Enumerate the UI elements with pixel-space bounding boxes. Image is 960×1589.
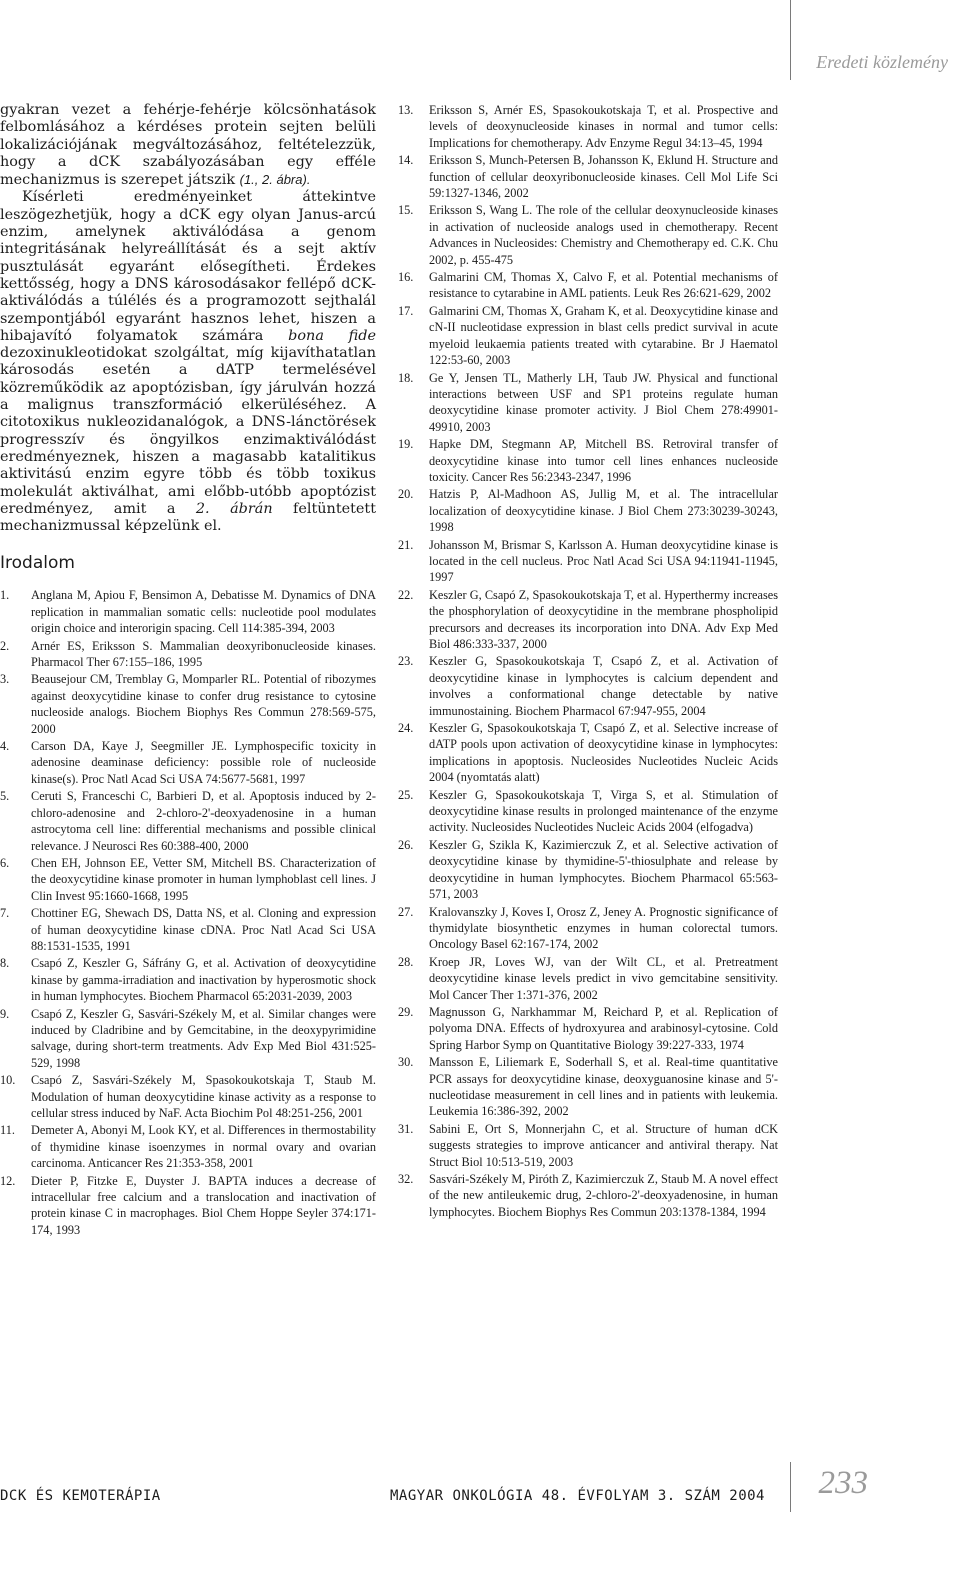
reference-number: 13. xyxy=(398,103,414,117)
reference-text: Galmarini CM, Thomas X, Calvo F, et al. Potential mechanisms of resistance to cytarabine in AML patients. Leuk Res 26:621-629, 2002 xyxy=(429,270,778,301)
bottom-divider-line xyxy=(790,1462,791,1512)
reference-number: 16. xyxy=(398,270,414,285)
reference-item xyxy=(0,671,376,737)
reference-text: Eriksson S, Wang L. The role of the cellular deoxynucleoside kinases in activation of nucleoside analogs used in chemotherapy. Recent Advances in Nucleosides: Chemistry and Chemotherapy ed. C.K. Chu 2002, p. 455-475 xyxy=(429,203,778,267)
reference-item xyxy=(398,954,778,1003)
reference-item xyxy=(398,370,778,436)
reference-item xyxy=(398,102,778,151)
reference-number: 2. xyxy=(0,638,10,653)
left-column xyxy=(0,102,376,1239)
footer-running-title: DCK ÉS KEMOTERÁPIA xyxy=(0,1488,161,1504)
reference-text: Keszler G, Spasokoukotskaja T, Virga S, et al. Stimulation of deoxycytidine kinase results in prolonged maintenance of the enzyme activity. Nucleosides Nucleotides Nucleic Acids 2004 (elfogadva) xyxy=(429,787,778,835)
reference-number: 14. xyxy=(398,153,414,168)
reference-number: 24. xyxy=(398,721,414,736)
reference-text: Keszler G, Spasokoukotskaja T, Csapó Z, et al. Selective increase of dATP pools upon activation of deoxycytidine kinase in lymphocytes: implications in apoptosis. Nucleosides Nucleotides Nucleic Acids 2004 (nyomtatás alatt) xyxy=(429,721,778,785)
reference-number: 27. xyxy=(398,904,414,919)
reference-text: Hapke DM, Stegmann AP, Mitchell BS. Retroviral transfer of deoxycytidine kinase into tumor cell lines enhances nucleoside toxicity. Cancer Res 56:2343-2347, 1996 xyxy=(429,437,778,484)
reference-item xyxy=(0,955,376,1004)
reference-item xyxy=(398,537,778,586)
reference-text: Anglana M, Apiou F, Bensimon A, Debatisse M. Dynamics of DNA replication in mammalian somatic cells: nucleotide pool modulates origin choice and interorigin spacing. Cell 114:385-394, 2003 xyxy=(31,588,376,636)
reference-item xyxy=(398,486,778,535)
reference-text: Sabini E, Ort S, Monnerjahn C, et al. Structure of human dCK suggests strategies to improve anticancer and antiviral therapy. Nat Struct Biol 10:513-519, 2003 xyxy=(429,1121,778,1169)
reference-number: 7. xyxy=(0,906,10,921)
page-number: 233 xyxy=(818,1465,868,1501)
reference-text: Carson DA, Kaye J, Seegmiller JE. Lymphospecific toxicity in adenosine deaminase deficiency: possible role of nucleoside kinase(s). Proc Natl Acad Sci USA 74:5677-5681, 1997 xyxy=(31,739,376,786)
reference-list-right xyxy=(398,102,778,1220)
reference-text: Csapó Z, Keszler G, Sasvári-Székely M, et al. Similar changes were induced by Cladribine and by Gemcitabine, in the deoxypyrimidine salvage, during short-term treatments. Adv Exp Med Biol 431:525-529, 1998 xyxy=(31,1006,376,1070)
reference-number: 6. xyxy=(0,855,10,870)
reference-text: Keszler G, Szikla K, Kazimierczuk Z, et al. Selective activation of deoxycytidine kinase by thymidine-5'-thiosulphate and release by deoxycytidine in human lymphocytes. Biochem Pharmacol 65:563-571, 2003 xyxy=(429,837,778,902)
reference-item xyxy=(398,1121,778,1170)
reference-text: Mansson E, Liliemark E, Soderhall S, et al. Real-time quantitative PCR assays for deoxycytidine kinase, deoxyguanosine kinase and 5'-nucleotidase measurement in cell lines and in patients with leukemia. Leukemia 16:386-392, 2002 xyxy=(429,1055,778,1119)
reference-item xyxy=(0,1072,376,1121)
reference-text: Kroep JR, Loves WJ, van der Wilt CL, et al. Pretreatment deoxycytidine kinase levels predict in vivo gemcitabine sensitivity. Mol Cancer Ther 1:371-376, 2002 xyxy=(429,954,778,1002)
reference-text: Johansson M, Brismar S, Karlsson A. Human deoxycytidine kinase is located in the cell nucleus. Proc Natl Acad Sci USA 94:11941-11945, 1997 xyxy=(429,537,778,585)
reference-list-left xyxy=(0,587,376,1238)
reference-item xyxy=(0,905,376,954)
reference-item xyxy=(398,787,778,836)
reference-number: 12. xyxy=(0,1173,16,1188)
reference-number: 28. xyxy=(398,954,414,969)
reference-text: Ge Y, Jensen TL, Matherly LH, Taub JW. Physical and functional interactions between USF and SP1 proteins regulate human deoxycytidine kinase promoter activity. J Biol Chem 278:49901-49910, 2003 xyxy=(429,370,778,434)
reference-item xyxy=(0,638,376,671)
reference-item xyxy=(0,1122,376,1171)
reference-item xyxy=(398,1004,778,1053)
reference-text: Galmarini CM, Thomas X, Graham K, et al. Deoxycytidine kinase and cN-II nucleotidase expression in blast cells predict survival in acute myeloid leukaemia patients treated with cytarabine. Br J Haematol 122:53-60, 2003 xyxy=(429,303,778,368)
reference-item xyxy=(398,653,778,719)
section-label: Eredeti közlemény xyxy=(816,52,948,72)
reference-number: 1. xyxy=(0,588,10,603)
reference-text: Keszler G, Csapó Z, Spasokoukotskaja T, et al. Hyperthermy increases the phosphorylation of deoxycytidine in the membrane phospholipid precursors and decreases its incorporation into DNA. Adv Exp Med Biol 486:333-337, 2000 xyxy=(429,587,778,651)
body-paragraph-2: Kísérleti eredményeinket áttekintve leszögezhetjük, hogy a dCK egy olyan Janus-arcú enzim, amelynek aktiválódása a genom integritásának helyreállítását és a sejt aktív pusztulását egyaránt elősegítheti. Érdekes kettősség, hogy a DNS károsodásakor fellépő dCK-aktiválódás a túlélés és a programozott sejthalál szempontjából egyaránt hasznos lehet, hiszen a hibajavító folyamatok számára bona fide dezoxinukleotidokat szolgáltat, míg kijavíthatatlan károsodás esetén a dATP termelésével közreműködik az apoptózisban, így járulván hozzá a malignus transzformáció elkerüléséhez. A citotoxikus nukleozidanalógok, a DNS-lánctörések progresszív és öngyilkos enzimaktiválódást eredményeznek, hiszen a magasabb katalitikus aktivitású enzim egyre több és több toxikus molekulát aktiválhat, ami előbb-utóbb apoptózist eredményez, amit a 2. ábrán feltüntetett mechanizmussal képzelünk el. xyxy=(0,189,377,535)
reference-text: Keszler G, Spasokoukotskaja T, Csapó Z, et al. Activation of deoxycytidine kinase in lymphocytes is calcium dependent and involves a conformational change detectable by native immunostaining. Biochem Pharmacol 67:947-955, 2004 xyxy=(429,654,778,718)
reference-text: Ceruti S, Franceschi C, Barbieri D, et al. Apoptosis induced by 2-chloro-adenosine and 2-chloro-2'-deoxyadenosine in a human astrocytoma cell line: differential mechanisms and possible clinical relevance. J Neurosci Res 60:388-400, 2000 xyxy=(31,789,376,853)
footer-journal-info: MAGYAR ONKOLÓGIA 48. ÉVFOLYAM 3. SZÁM 2004 xyxy=(389,1488,765,1504)
reference-text: Eriksson S, Arnér ES, Spasokoukotskaja T, et al. Prospective and levels of deoxynucleoside kinases in normal and tumor cells: Implications for chemotherapy. Adv Enzyme Regul 34:13–45, 1994 xyxy=(429,103,778,150)
reference-text: Chottiner EG, Shewach DS, Datta NS, et al. Cloning and expression of human deoxycytidine kinase cDNA. Proc Natl Acad Sci USA 88:1531-1535, 1991 xyxy=(31,906,376,953)
reference-text: Eriksson S, Munch-Petersen B, Johansson K, Eklund H. Structure and function of cellular deoxyribonucleoside kinases. Cell Mol Life Sci 59:1327-1346, 2002 xyxy=(429,153,778,201)
reference-item xyxy=(0,1173,376,1239)
reference-text: Hatzis P, Al-Madhoon AS, Jullig M, et al. The intracellular localization of deoxycytidine kinase. J Biol Chem 273:30239-30243, 1998 xyxy=(429,487,778,535)
reference-text: Kralovanszky J, Koves I, Orosz Z, Jeney A. Prognostic significance of thymidylate biosynthetic enzymes in human colorectal tumors. Oncology Basel 62:167-174, 2002 xyxy=(429,904,778,952)
reference-item xyxy=(398,202,778,268)
reference-number: 23. xyxy=(398,654,414,669)
reference-number: 21. xyxy=(398,537,414,552)
reference-item xyxy=(398,904,778,953)
reference-number: 32. xyxy=(398,1172,414,1186)
reference-number: 15. xyxy=(398,203,414,218)
reference-item xyxy=(398,720,778,786)
reference-number: 17. xyxy=(398,303,414,318)
reference-number: 22. xyxy=(398,587,414,602)
reference-item xyxy=(0,587,376,636)
reference-number: 11. xyxy=(0,1123,15,1138)
reference-number: 4. xyxy=(0,739,10,754)
reference-item xyxy=(0,855,376,904)
reference-text: Magnusson G, Narkhammar M, Reichard P, et al. Replication of polyoma DNA. Effects of hydroxyurea and arabinosyl-cytosine. Cold Spring Harbor Symp on Quantitative Biology 39:227-333, 1974 xyxy=(429,1004,778,1052)
reference-item xyxy=(398,303,778,369)
reference-text: Dieter P, Fitzke E, Duyster J. BAPTA induces a decrease of intracellular free calcium and a translocation and inactivation of protein kinase C in macrophages. Biol Chem Hoppe Seyler 374:171-174, 1993 xyxy=(31,1173,376,1237)
reference-text: Arnér ES, Eriksson S. Mammalian deoxyribonucleoside kinases. Pharmacol Ther 67:155–186, 1995 xyxy=(31,638,376,670)
reference-number: 19. xyxy=(398,437,414,452)
reference-number: 5. xyxy=(0,789,10,804)
reference-number: 25. xyxy=(398,787,414,802)
reference-number: 9. xyxy=(0,1006,10,1021)
reference-item xyxy=(398,1171,778,1220)
reference-item xyxy=(0,738,376,787)
reference-number: 31. xyxy=(398,1121,414,1136)
reference-text: Beausejour CM, Tremblay G, Momparler RL. Potential of ribozymes against deoxycytidine kinase to confer drug resistance to cytosine nucleoside analogs. Biochem Biophys Res Commun 278:569-575, 2000 xyxy=(31,672,376,736)
reference-number: 8. xyxy=(0,956,10,971)
reference-item xyxy=(0,788,376,854)
reference-number: 26. xyxy=(398,837,414,852)
reference-number: 30. xyxy=(398,1055,414,1070)
reference-number: 10. xyxy=(0,1073,16,1088)
reference-item xyxy=(398,1054,778,1120)
reference-text: Csapó Z, Keszler G, Sáfrány G, et al. Activation of deoxycytidine kinase by gamma-irradiation and inactivation by hyperosmotic shock in human lymphocytes. Biochem Pharmacol 65:2031-2039, 2003 xyxy=(31,956,376,1004)
body-paragraph-1: gyakran vezet a fehérje-fehérje kölcsönhatások felbomlásához a kérdéses protein sejten belüli lokalizációjának megváltozásához, feltételezzük, hogy a dCK szabályozásában egy efféle mechanizmus is szerepet játszik (1., 2. ábra). xyxy=(0,102,376,189)
reference-number: 18. xyxy=(398,370,414,385)
reference-item xyxy=(398,152,778,201)
reference-item xyxy=(398,269,778,302)
reference-number: 20. xyxy=(398,487,414,502)
reference-number: 3. xyxy=(0,672,10,687)
reference-item xyxy=(398,837,778,903)
right-column xyxy=(398,102,778,1221)
top-divider-line xyxy=(790,0,791,80)
reference-item xyxy=(0,1006,376,1072)
reference-text: Chen EH, Johnson EE, Vetter SM, Mitchell BS. Characterization of the deoxycytidine kinase promoter in human lymphoblast cell lines. J Clin Invest 95:1660-1668, 1995 xyxy=(31,855,376,903)
references-heading: Irodalom xyxy=(0,553,75,574)
reference-text: Sasvári-Székely M, Piróth Z, Kazimierczuk Z, Staub M. A novel effect of the new antileukemic drug, 2-chloro-2'-deoxyadenosine, in human lymphocytes. Biochem Biophys Res Commun 203:1378-1384, 1994 xyxy=(429,1172,778,1219)
reference-text: Demeter A, Abonyi M, Look KY, et al. Differences in thermostability of thymidine kinase isoenzymes in normal ovary and ovarian carcinoma. Anticancer Res 21:353-358, 2001 xyxy=(31,1123,376,1171)
reference-item xyxy=(398,436,778,485)
reference-number: 29. xyxy=(398,1004,414,1019)
reference-text: Csapó Z, Sasvári-Székely M, Spasokoukotskaja T, Staub M. Modulation of human deoxycytidine kinase activity as a response to cellular stress induced by NaF. Acta Biochim Pol 48:251-256, 2001 xyxy=(31,1073,376,1121)
reference-item xyxy=(398,587,778,653)
